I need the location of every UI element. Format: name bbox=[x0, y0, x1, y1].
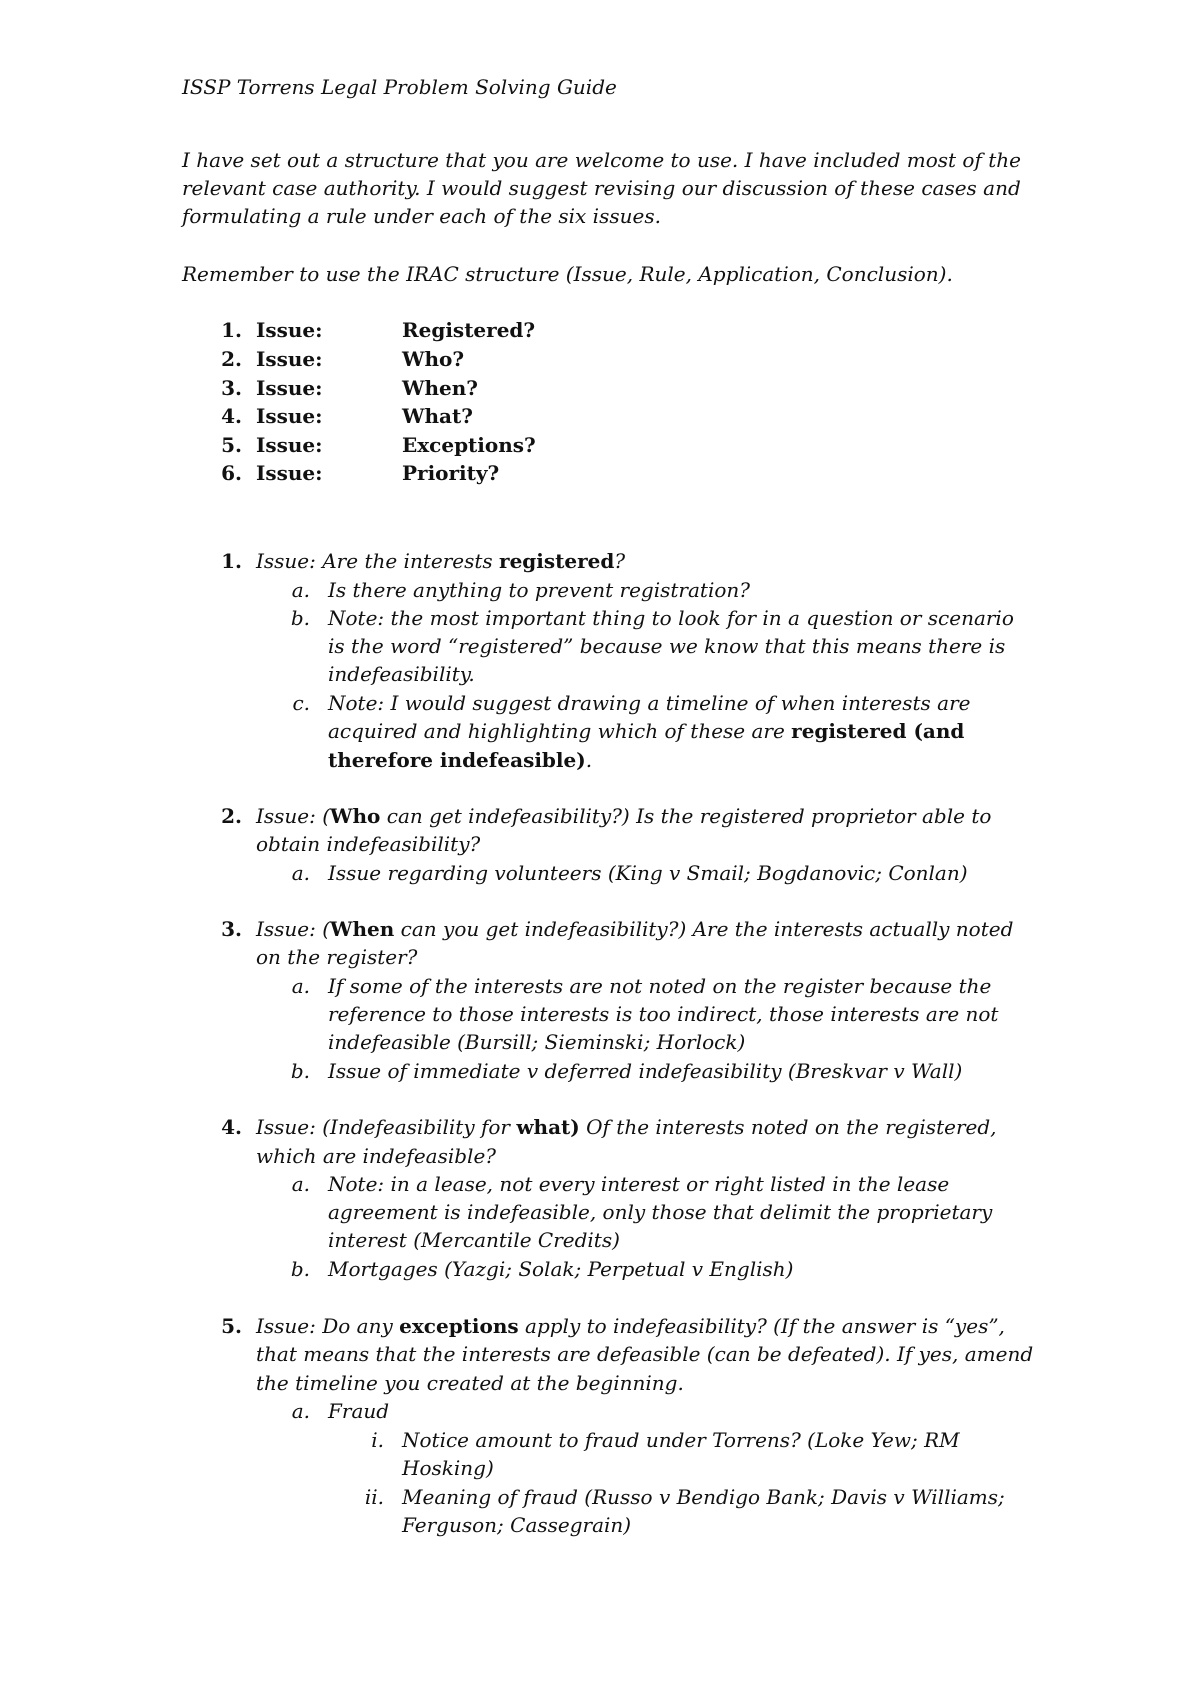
sub-letter: b. bbox=[290, 606, 310, 630]
sub-item-text: Is there anything to prevent registration? bbox=[328, 578, 750, 602]
issue-heading-cont: which are indefeasible? bbox=[256, 1144, 497, 1168]
sub-item-text: acquired and highlighting which of these are registered (and bbox=[328, 719, 965, 743]
issue-heading: Issue: (Indefeasibility for what) Of the interests noted on the registered, bbox=[256, 1115, 997, 1139]
issue-heading-cont: on the register? bbox=[256, 945, 418, 969]
summary-label: Issue: bbox=[256, 318, 323, 342]
sub-letter: a. bbox=[291, 1399, 310, 1423]
sub-item-text: Fraud bbox=[328, 1399, 390, 1423]
summary-value: Exceptions? bbox=[402, 433, 536, 457]
sub-item-text: reference to those interests is too indirect, those interests are not bbox=[328, 1002, 999, 1026]
issue-number: 5. bbox=[221, 1314, 242, 1338]
roman-numeral: i. bbox=[371, 1428, 384, 1452]
sub-sub-item-text: Ferguson; Cassegrain) bbox=[402, 1513, 632, 1537]
sub-sub-item-text: Meaning of fraud (Russo v Bendigo Bank; Davis v Williams; bbox=[402, 1485, 1005, 1509]
summary-label: Issue: bbox=[256, 433, 323, 457]
sub-letter: c. bbox=[292, 691, 310, 715]
sub-item-text: interest (Mercantile Credits) bbox=[328, 1228, 620, 1252]
sub-item-text: indefeasibility. bbox=[328, 662, 475, 686]
summary-value: Who? bbox=[402, 347, 465, 371]
issue-heading: Issue: (Who can get indefeasibility?) Is the registered proprietor able to bbox=[256, 804, 992, 828]
summary-value: Registered? bbox=[402, 318, 536, 342]
summary-label: Issue: bbox=[256, 461, 323, 485]
intro-line-3: formulating a rule under each of the six issues. bbox=[182, 204, 661, 228]
summary-number: 5. bbox=[221, 433, 242, 457]
summary-label: Issue: bbox=[256, 347, 323, 371]
issue-heading-cont: the timeline you created at the beginning. bbox=[256, 1371, 684, 1395]
sub-item-text: Note: the most important thing to look for in a question or scenario bbox=[328, 606, 1014, 630]
summary-label: Issue: bbox=[256, 404, 323, 428]
summary-number: 3. bbox=[221, 376, 242, 400]
summary-label: Issue: bbox=[256, 376, 323, 400]
sub-letter: a. bbox=[291, 861, 310, 885]
issue-number: 1. bbox=[221, 549, 242, 573]
issue-number: 2. bbox=[221, 804, 242, 828]
sub-item-text: agreement is indefeasible, only those that delimit the proprietary bbox=[328, 1200, 993, 1224]
summary-number: 6. bbox=[221, 461, 242, 485]
sub-item-text: Issue of immediate v deferred indefeasibility (Breskvar v Wall) bbox=[328, 1059, 963, 1083]
sub-letter: b. bbox=[290, 1257, 310, 1281]
sub-letter: a. bbox=[291, 974, 310, 998]
issue-heading: Issue: (When can you get indefeasibility?) Are the interests actually noted bbox=[256, 917, 1014, 941]
summary-number: 2. bbox=[221, 347, 242, 371]
issue-heading-cont: obtain indefeasibility? bbox=[256, 832, 481, 856]
sub-item-text: If some of the interests are not noted on the register because the bbox=[328, 974, 992, 998]
issue-number: 4. bbox=[221, 1115, 242, 1139]
summary-number: 1. bbox=[221, 318, 242, 342]
sub-item-text: therefore indefeasible). bbox=[328, 748, 593, 772]
issue-number: 3. bbox=[221, 917, 242, 941]
intro-line-1: I have set out a structure that you are welcome to use. I have included most of the bbox=[182, 148, 1021, 172]
sub-letter: a. bbox=[291, 1172, 310, 1196]
sub-item-text: Issue regarding volunteers (King v Smail; Bogdanovic; Conlan) bbox=[328, 861, 968, 885]
sub-sub-item-text: Notice amount to fraud under Torrens? (Loke Yew; RM bbox=[402, 1428, 960, 1452]
issue-heading: Issue: Do any exceptions apply to indefeasibility? (If the answer is “yes”, bbox=[256, 1314, 1005, 1338]
summary-number: 4. bbox=[221, 404, 242, 428]
intro-line-2: relevant case authority. I would suggest revising our discussion of these cases and bbox=[182, 176, 1021, 200]
roman-numeral: ii. bbox=[364, 1485, 384, 1509]
sub-item-text: Note: I would suggest drawing a timeline of when interests are bbox=[328, 691, 971, 715]
issue-heading-cont: that means that the interests are defeasible (can be defeated). If yes, amend bbox=[256, 1342, 1034, 1366]
document-title: ISSP Torrens Legal Problem Solving Guide bbox=[182, 75, 617, 99]
sub-item-text: Note: in a lease, not every interest or right listed in the lease bbox=[328, 1172, 950, 1196]
summary-value: Priority? bbox=[402, 461, 500, 485]
sub-letter: b. bbox=[290, 1059, 310, 1083]
summary-value: When? bbox=[402, 376, 478, 400]
sub-letter: a. bbox=[291, 578, 310, 602]
sub-sub-item-text: Hosking) bbox=[402, 1456, 494, 1480]
sub-item-text: Mortgages (Yazgi; Solak; Perpetual v English) bbox=[328, 1257, 794, 1281]
sub-item-text: indefeasible (Bursill; Sieminski; Horlock) bbox=[328, 1030, 746, 1054]
summary-value: What? bbox=[402, 404, 473, 428]
sub-item-text: is the word “registered” because we know that this means there is bbox=[328, 634, 1006, 658]
issue-heading: Issue: Are the interests registered? bbox=[256, 549, 626, 573]
irac-reminder: Remember to use the IRAC structure (Issue, Rule, Application, Conclusion). bbox=[182, 262, 953, 286]
